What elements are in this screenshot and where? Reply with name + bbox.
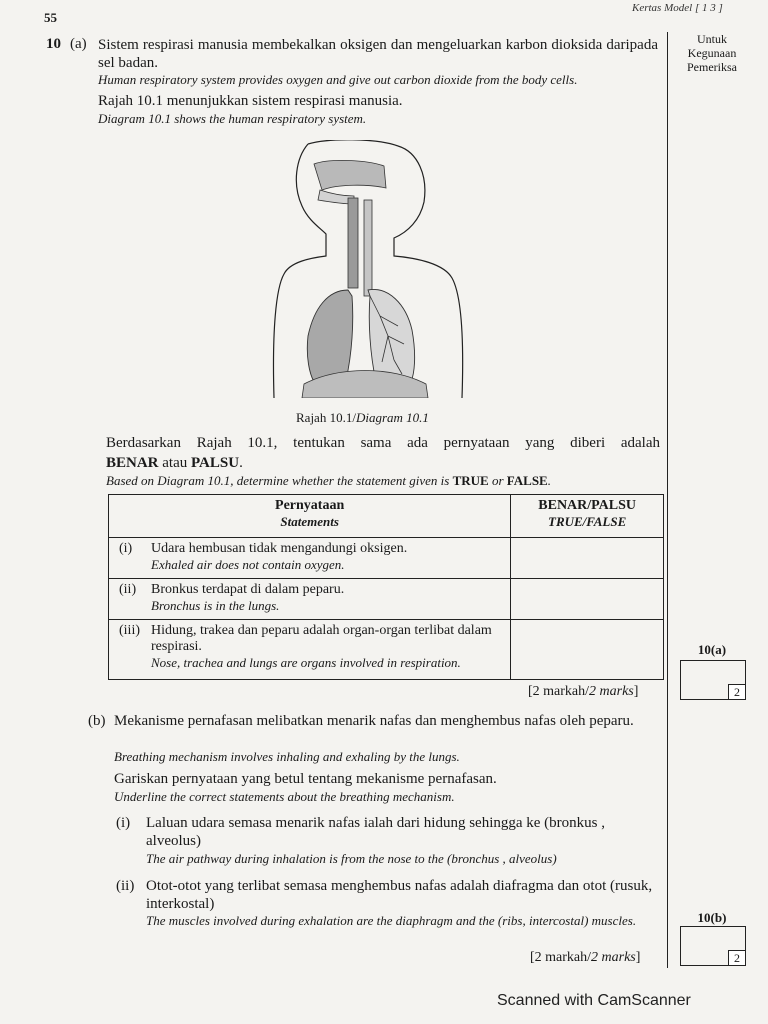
q10b-intro-en: Breathing mechanism involves inhaling and exhaling by the lungs. [114, 749, 460, 764]
answer-cell[interactable] [511, 579, 664, 620]
q10a-score-label: 10(a) [697, 642, 727, 657]
q10a-intro-en: Human respiratory system provides oxygen and give out carbon dioxide from the body cells. [98, 72, 578, 87]
answer-cell[interactable] [511, 620, 664, 680]
q10b-item-ms[interactable]: Otot-otot yang terlibat semasa menghembus nafas adalah diafragma dan otot (rusuk, interkostal) [146, 878, 653, 912]
examiner-use-label: Untuk Kegunaan Pemeriksa [687, 32, 737, 74]
q10a-score-box[interactable] [680, 660, 746, 700]
statement-cell: (ii) Bronkus terdapat di dalam peparu. Bronchus is in the lungs. [109, 579, 511, 620]
question-part-b: (b) [88, 713, 106, 729]
figure-caption: Rajah 10.1/Diagram 10.1 [296, 410, 429, 425]
answer-column-header: BENAR/PALSU TRUE/FALSE [511, 495, 664, 538]
instruction-ms-line1: Berdasarkan Rajah 10.1, tentukan sama ada pernyataan yang diberi adalah [106, 435, 660, 451]
q10b-intro-ms: Mekanisme pernafasan melibatkan menarik nafas dan menghembus nafas oleh peparu. [114, 713, 634, 729]
q10b-item-en: The muscles involved during exhalation are the diaphragm and the (ribs, intercostal) muscles. [146, 913, 637, 928]
instruction-ms-line2: BENAR atau PALSU. [106, 455, 243, 471]
table-row [109, 538, 664, 579]
statement-column-header: Pernyataan Statements [109, 495, 511, 538]
q10a-rajah-ms: Rajah 10.1 menunjukkan sistem respirasi manusia. [98, 93, 403, 109]
q10b-max-marks: 2 [728, 950, 746, 966]
q10a-intro-ms: Sistem respirasi manusia membekalkan oksigen dan mengeluarkan karbon dioksida daripada sel badan. [98, 37, 658, 71]
scanner-watermark: Scanned with CamScanner [497, 992, 691, 1009]
q10b-score-box[interactable] [680, 926, 746, 966]
q10b-instruction-en: Underline the correct statements about the breathing mechanism. [114, 789, 455, 804]
page-number: 55 [44, 10, 57, 25]
statements-table [108, 494, 664, 680]
q10b-item-number: (ii) [116, 878, 135, 894]
respiratory-system-diagram [268, 140, 468, 398]
q10a-max-marks: 2 [728, 684, 746, 700]
q10b-marks: [2 markah/2 marks] [530, 950, 641, 965]
answer-cell[interactable] [511, 538, 664, 579]
table-row [109, 579, 664, 620]
paper-header: Kertas Model [ 1 3 ] [632, 2, 723, 14]
statement-cell: (i) Udara hembusan tidak mengandungi oksigen. Exhaled air does not contain oxygen. [109, 538, 511, 579]
table-row [109, 620, 664, 680]
q10b-instruction-ms: Gariskan pernyataan yang betul tentang mekanisme pernafasan. [114, 771, 497, 787]
statement-cell: (iii) Hidung, trakea dan peparu adalah organ-organ terlibat dalam respirasi. Nose, trachea and lungs are organs involved in respiration. [109, 620, 511, 680]
q10a-rajah-en: Diagram 10.1 shows the human respiratory system. [98, 111, 367, 126]
examiner-margin-line [667, 32, 668, 968]
question-part-a: (a) [70, 36, 87, 52]
table-header-row [109, 495, 664, 538]
q10b-score-label: 10(b) [697, 910, 727, 925]
q10a-marks: [2 markah/2 marks] [528, 684, 639, 699]
question-number: 10 [46, 36, 61, 52]
q10b-item-number: (i) [116, 815, 131, 831]
q10b-item-ms[interactable]: Laluan udara semasa menarik nafas ialah dari hidung sehingga ke (bronkus , alveolus) [146, 815, 606, 849]
instruction-en: Based on Diagram 10.1, determine whether the statement given is TRUE or FALSE. [106, 473, 551, 488]
q10b-item-en: The air pathway during inhalation is from the nose to the (bronchus , alveolus) [146, 851, 557, 866]
